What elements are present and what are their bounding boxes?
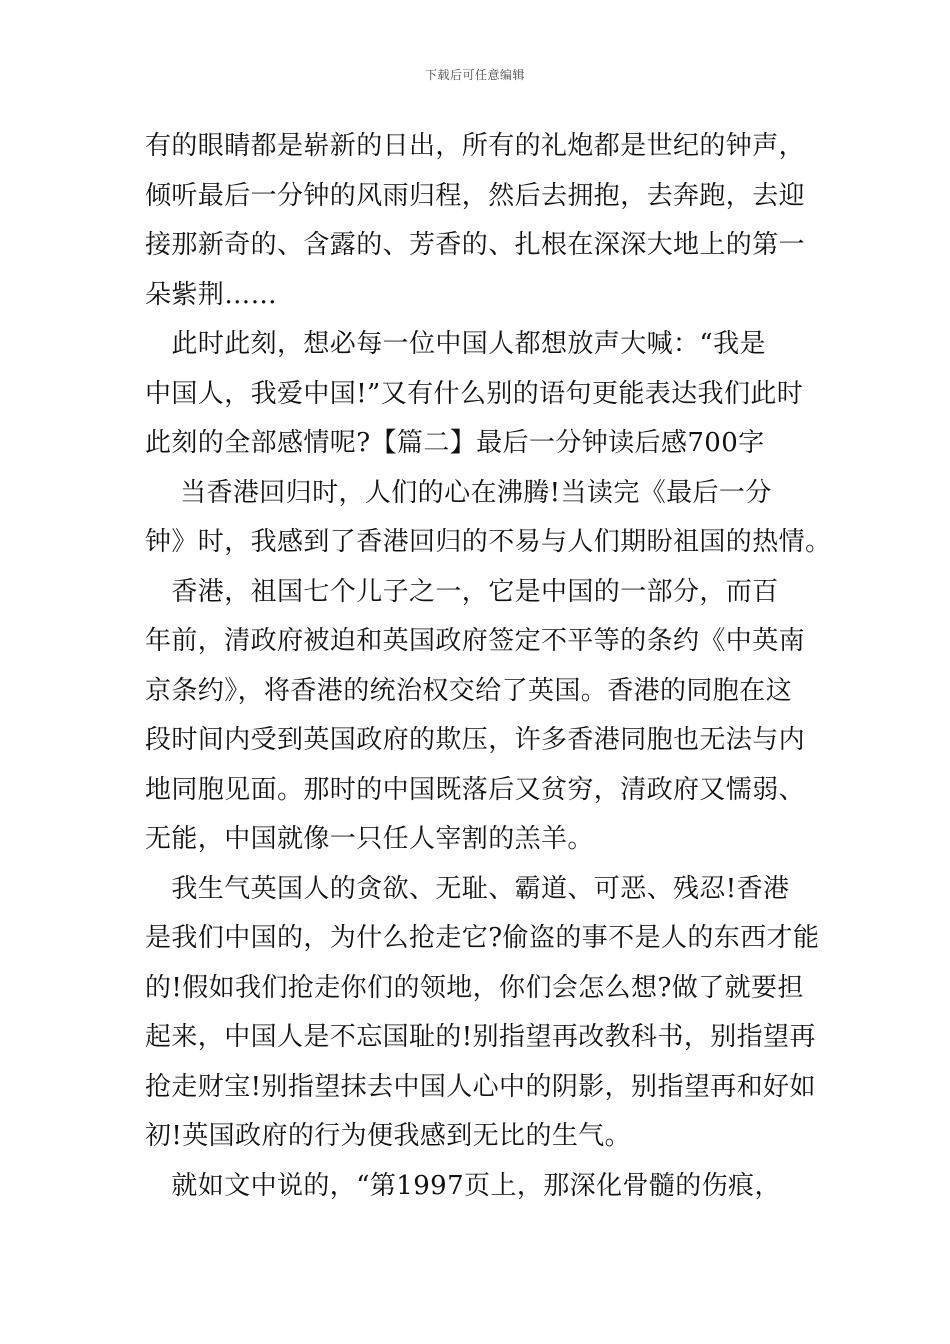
text-line: 接那新奇的、含露的、芳香的、扎根在深深大地上的第一: [145, 230, 806, 260]
text-line: 就如文中说的，“第1997页上，那深化骨髓的伤痕，: [145, 1170, 781, 1201]
text-line: 年前，清政府被迫和英国政府签定不平等的条约《中英南: [145, 626, 806, 656]
text-line: 有的眼睛都是崭新的日出，所有的礼炮都是世纪的钟声，: [145, 131, 806, 161]
text-line: 是我们中国的，为什么抢走它?偷盗的事不是人的东西才能: [145, 923, 820, 953]
text-line: 中国人，我爱中国!”又有什么别的语句更能表达我们此时: [145, 378, 804, 409]
text-line: 京条约》，将香港的统治权交给了英国。香港的同胞在这: [145, 675, 793, 706]
text-line: 地同胞见面。那时的中国既落后又贫穷，清政府又懦弱、: [145, 774, 806, 805]
text-line: 抢走财宝!别指望抹去中国人心中的阴影，别指望再和好如: [145, 1071, 816, 1102]
text-line: 倾听最后一分钟的风雨归程，然后去拥抱，去奔跑，去迎: [145, 180, 806, 211]
text-line: 朵紫荆……: [145, 279, 278, 310]
text-line: 我生气英国人的贪欲、无耻、霸道、可恶、残忍!香港: [145, 873, 790, 904]
text-line: 无能，中国就像一只任人宰割的羔羊。: [145, 824, 594, 854]
text-line: 初!英国政府的行为便我感到无比的生气。: [145, 1121, 632, 1151]
text-line: 起来，中国人是不忘国耻的!别指望再改教科书，别指望再: [145, 1022, 816, 1052]
text-line: 香港，祖国七个儿子之一，它是中国的一部分，而百: [145, 576, 779, 607]
page-header: 下载后可任意编辑: [424, 68, 525, 82]
document-body: [145, 122, 832, 1211]
text-line: 的!假如我们抢走你们的领地，你们会怎么想?做了就要担: [145, 972, 804, 1003]
text-line: 当香港回归时，人们的心在沸腾!当读完《最后一分: [145, 477, 772, 508]
text-line: 此刻的全部感情呢?【篇二】最后一分钟读后感700字: [145, 428, 765, 458]
text-line: 钟》时，我感到了香港回归的不易与人们期盼祖国的热情。: [145, 527, 832, 557]
text-line: 段时间内受到英国政府的欺压，许多香港同胞也无法与内: [145, 725, 806, 755]
text-line: 此时此刻，想必每一位中国人都想放声大喊：“我是: [145, 329, 766, 359]
